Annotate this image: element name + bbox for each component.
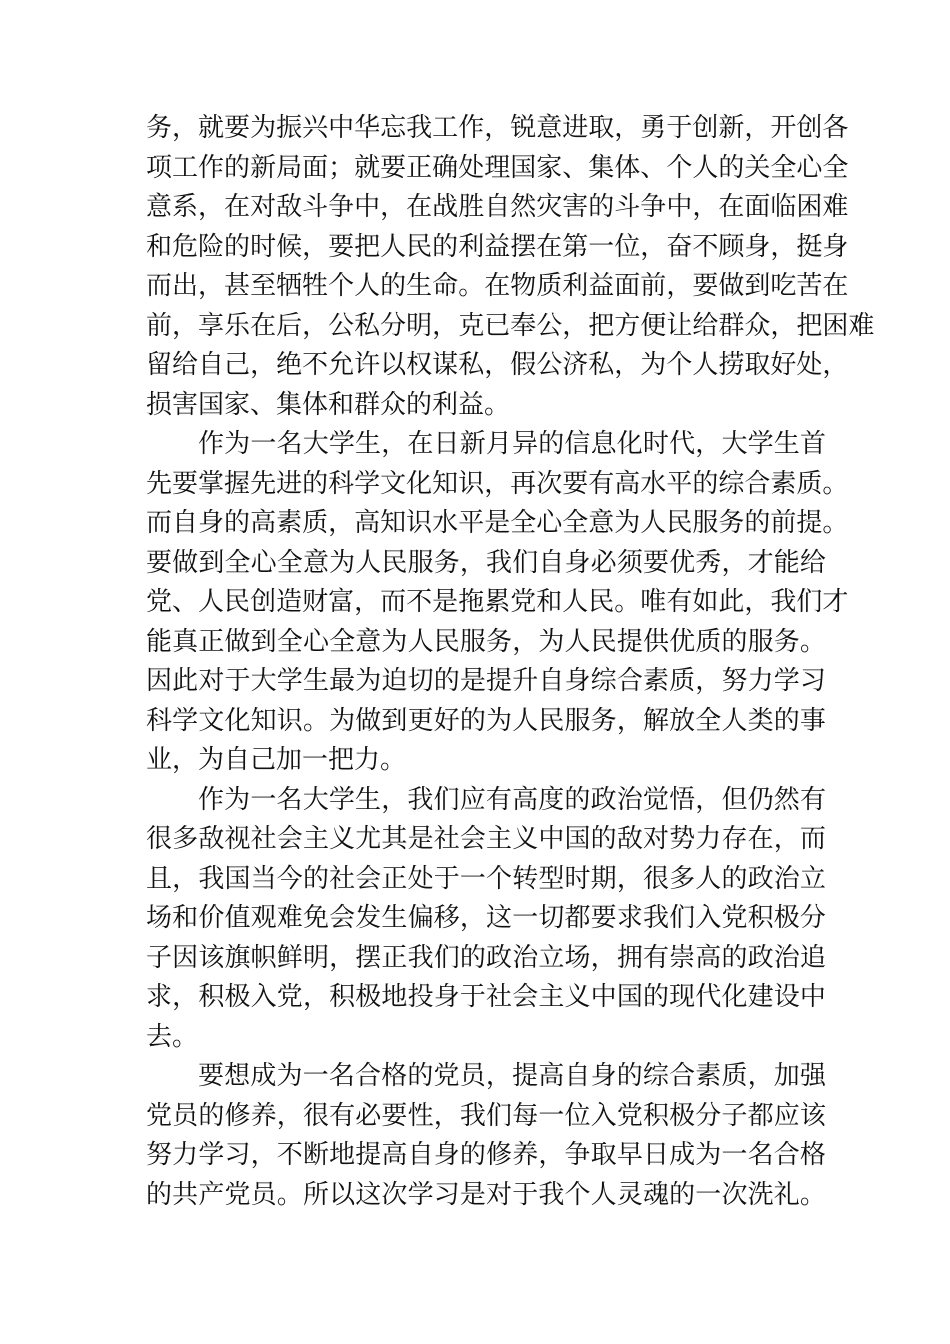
text-line: 努 力 学 习 ， 不 断 地 提 高 自 身 的 修 养 ， 争 取 早 日 成 为 一 名 合 格 bbox=[146, 1140, 826, 1170]
text-line: 子 因 该 旗 帜 鲜 明 ， 摆 正 我 们 的 政 治 立 场 ， 拥 有 崇 高 的 政 治 追 bbox=[146, 942, 826, 973]
text-line: 而 自 身 的 高 素 质 ， 高 知 识 水 平 是 全 心 全 意 为 人 民 服 务 的 前 提 。 bbox=[146, 508, 849, 538]
text-line: 党 员 的 修 养 ， 很 有 必 要 性 ， 我 们 每 一 位 入 党 积 极 分 子 都 应 该 bbox=[146, 1100, 826, 1131]
text-line: 场 和 价 值 观 难 免 会 发 生 偏 移 ， 这 一 切 都 要 求 我 们 入 党 积 极 分 bbox=[146, 903, 826, 933]
text-line: 损害国家、集体和群众的利益。 bbox=[146, 389, 511, 420]
text-line: 业，为自己加一把力。 bbox=[146, 745, 407, 775]
text-line: 求 ， 积 极 入 党 ， 积 极 地 投 身 于 社 会 主 义 中 国 的 现 代 化 建 设 中 bbox=[146, 982, 826, 1012]
text-line: 而 出 ， 甚 至 牺 牲 个 人 的 生 命 。 在 物 质 利 益 面 前 ， 要 做 到 吃 苦 在 bbox=[146, 271, 849, 301]
text-line: 能 真 正 做 到 全 心 全 意 为 人 民 服 务 ， 为 人 民 提 供 优 质 的 服 务 。 bbox=[146, 626, 826, 657]
text-line: 要 做 到 全 心 全 意 为 人 民 服 务 ， 我 们 自 身 必 须 要 优 秀 ， 才 能 给 bbox=[146, 547, 826, 578]
text-line: 党 、 人 民 创 造 财 富 ， 而 不 是 拖 累 党 和 人 民 。 唯 有 如 此 ， 我 们 才 bbox=[146, 587, 849, 617]
text-line: 意 系 ， 在 对 敌 斗 争 中 ， 在 战 胜 自 然 灾 害 的 斗 争 中 ， 在 面 临 困 难 bbox=[146, 192, 849, 222]
text-line: 作 为 一 名 大 学 生 ， 我 们 应 有 高 度 的 政 治 觉 悟 ， 但 仍 然 有 bbox=[198, 784, 826, 815]
text-line: 前 ， 享 乐 在 后 ， 公 私 分 明 ， 克 已 奉 公 ， 把 方 便 让 给 群 众 ， 把 困 难 bbox=[146, 310, 875, 341]
text-line: 很 多 敌 视 社 会 主 义 尤 其 是 社 会 主 义 中 国 的 敌 对 势 力 存 在 ， 而 bbox=[146, 824, 826, 854]
text-line: 的 共 产 党 员 。 所 以 这 次 学 习 是 对 于 我 个 人 灵 魂 的 一 次 洗 礼 。 bbox=[146, 1179, 826, 1210]
text-line: 务 ， 就 要 为 振 兴 中 华 忘 我 工 作 ， 锐 意 进 取 ， 勇 于 创 新 ， 开 创 各 bbox=[146, 113, 849, 143]
text-line: 且 ， 我 国 当 今 的 社 会 正 处 于 一 个 转 型 时 期 ， 很 多 人 的 政 治 立 bbox=[146, 863, 826, 894]
text-line: 要 想 成 为 一 名 合 格 的 党 员 ， 提 高 自 身 的 综 合 素 质 ， 加 强 bbox=[198, 1061, 826, 1091]
text-line: 因 此 对 于 大 学 生 最 为 迫 切 的 是 提 升 自 身 综 合 素 质 ， 努 力 学 习 bbox=[146, 666, 826, 696]
text-line: 项 工 作 的 新 局 面 ； 就 要 正 确 处 理 国 家 、 集 体 、 个 人 的 关 全 心 全 bbox=[146, 152, 849, 183]
text-line: 留 给 自 己 ， 绝 不 允 许 以 权 谋 私 ， 假 公 济 私 ， 为 个 人 捞 取 好 处 ， bbox=[146, 350, 849, 380]
body-text bbox=[146, 109, 875, 1215]
text-line: 去。 bbox=[146, 1021, 199, 1052]
text-line: 先 要 掌 握 先 进 的 科 学 文 化 知 识 ， 再 次 要 有 高 水 平 的 综 合 素 质 。 bbox=[146, 468, 849, 499]
text-line: 和 危 险 的 时 候 ， 要 把 人 民 的 利 益 摆 在 第 一 位 ， 奋 不 顾 身 ， 挺 身 bbox=[146, 231, 849, 262]
text-line: 作 为 一 名 大 学 生 ， 在 日 新 月 异 的 信 息 化 时 代 ， 大 学 生 首 bbox=[198, 429, 826, 459]
text-line: 科 学 文 化 知 识 。 为 做 到 更 好 的 为 人 民 服 务 ， 解 放 全 人 类 的 事 bbox=[146, 705, 826, 736]
